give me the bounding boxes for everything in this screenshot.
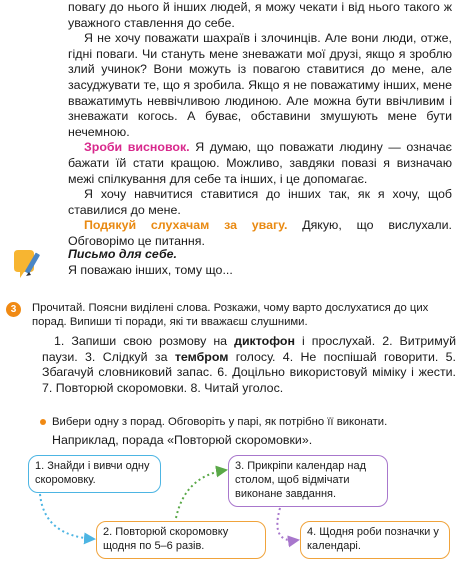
step-4-box: 4. Щодня роби позначки у календарі. [300,521,450,559]
arrow-1-2 [40,494,94,539]
paragraph-5 [68,218,452,249]
thanks-label: Подякуй слухачам за увагу. [84,218,288,233]
arrow-2-3 [176,470,226,518]
task-heading: Прочитай. Поясни виділені слова. Розкажи, чому варто дослухатися до цих порад. Випиши ті поради, які ти вважаєш слушними. [32,302,429,328]
step-2-box: 2. Повторюй скоромовку щодня по 5–6 разів. [96,521,266,559]
paragraph-2: Я не хочу поважати шахраїв і злочинців. Але вони люди, отже, гідні поваги. Чи стануть мене зневажати мої друзі, якщо я зроблю злий учинок? Вони можуть із повагою ставитися до мене, але засуджувати те, що я зробила. Якщо я не поважатиму інших, мене вважатимуть неввічливою людиною. Але можна бути ввічливим і зневажати когось. А буває, обставини змушують мене бути нечемною. [68,31,452,139]
arrow-3-4 [277,508,298,540]
writing-label: Письмо для себе. [68,247,177,261]
step-3-box: 3. Прикріпи календар над столом, щоб відмічати виконане завдання. [228,455,388,507]
bullet-dot [40,419,46,425]
thanks-text: Дякую, що вислухали. Обговорімо це питання. [68,218,452,248]
main-text [68,0,452,250]
conclusion-label: Зроби висновок. [84,140,190,155]
step-1-box: 1. Знайди і вивчи одну скоромовку. [28,455,161,493]
conclusion-text: Я думаю, що поважати людину — означає бажати їй стати кращою. Можливо, завдяки повазі я визначаю межі спілкування для себе та інших, і це допомагає. [68,140,452,186]
pen-icon [10,248,42,282]
paragraph-1: повагу до нього й інших людей, я можу чекати і від нього такого ж уважного ставлення до себе. [68,0,452,30]
bullet-text: Вибери одну з порад. Обговоріть у парі, як потрібно її виконати. [52,416,388,428]
writing-block [68,247,452,278]
advice-text-a: 1. Запиши свою розмову на [54,334,235,348]
paragraph-3 [68,140,452,187]
advice-text-c: голосу. 4. Не поспішай говорити. 5. Збагачуй словниковий запас. 6. Доцільно використовуй міміку і жести. 7. Повторюй скоромовки. 8. Читай уголос. [42,349,457,395]
advice-list [42,334,456,396]
advice-text-b: і прослухай. 2. Витримуй паузи. 3. Слідкуй за [42,334,456,364]
term-timbre: тембром [174,349,229,364]
example-text: Наприклад, порада «Повторюй скоромовки». [52,433,313,447]
paragraph-4: Я хочу навчитися ставитися до інших так, як я хочу, щоб ставилися до мене. [68,187,452,217]
term-dictaphone: диктофон [234,334,295,348]
writing-text: Я поважаю інших, тому що... [68,262,233,277]
task-number: 3 [6,302,21,317]
